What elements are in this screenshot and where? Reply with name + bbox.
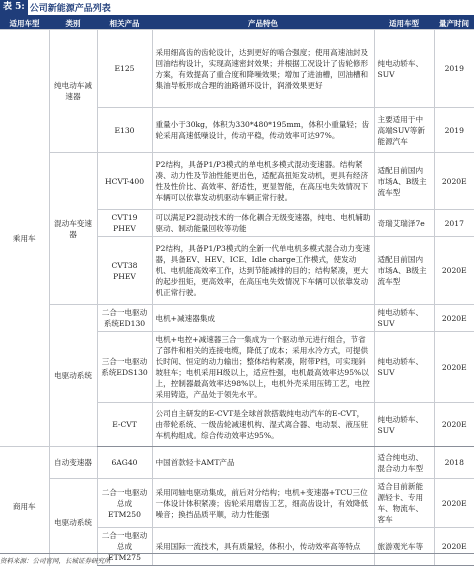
product-year: 2020E xyxy=(434,305,474,332)
product-vehicle-type: 奇瑞艾瑞泽7e xyxy=(374,210,434,237)
table-number: 表 5: xyxy=(0,0,28,15)
product-year: 2020E xyxy=(434,332,474,403)
product-name: 二合一电驱动系统ED130 xyxy=(97,305,152,332)
table-caption xyxy=(0,0,474,17)
product-year: 2020E xyxy=(434,403,474,447)
header-row xyxy=(0,17,474,30)
table-row xyxy=(0,305,474,332)
product-feature: 采用国际一流技术，具有质量轻，体积小，传动效率高等特点 xyxy=(152,528,374,566)
product-vehicle-type: 纯电动轿车、SUV xyxy=(374,332,434,403)
product-vehicle-type: 纯电动轿车、SUV xyxy=(374,403,434,447)
product-name: HCVT-400 xyxy=(97,153,152,210)
product-vehicle-type: 旅游观光车等 xyxy=(374,528,434,566)
product-vehicle-type: 纯电动轿车、SUV xyxy=(374,305,434,332)
product-name: 6AG40 xyxy=(97,447,152,479)
table-title: 公司新能源产品列表 xyxy=(29,4,111,14)
vehicle-group-label: 商用车 xyxy=(0,447,49,566)
table-row xyxy=(0,30,474,108)
product-year: 2020E xyxy=(434,479,474,528)
product-year: 2017 xyxy=(434,210,474,237)
category-label: 混动车变速器 xyxy=(49,153,97,305)
product-name: CVT19 PHEV xyxy=(97,210,152,237)
product-feature: 公司自主研发的E-CVT是全球首款搭载纯电动汽车的E-CVT，由带轮系统、一级齿轮减速机构、湿式离合器、电动泵、液压驻车机构组成。综合传动效率达95%。 xyxy=(152,403,374,447)
table-row xyxy=(0,153,474,210)
product-vehicle-type: 适配目前国内市场A、B级主流车型 xyxy=(374,153,434,210)
product-vehicle-type: 适配目前国内市场A、B级主流车型 xyxy=(374,237,434,305)
product-name: 二合一电驱动总成ETM250 xyxy=(97,479,152,528)
product-name: E130 xyxy=(97,108,152,153)
product-name: 二合一电驱动总成ETM275 xyxy=(97,528,152,566)
product-table xyxy=(0,17,474,566)
product-vehicle-type: 纯电动轿车、SUV xyxy=(374,30,434,108)
header-category: 类别 xyxy=(49,17,97,30)
product-feature: 采用细高齿的齿轮设计，达到更好的啮合强度；使用高速油封及回油结构设计，实现高速密封效果；并根据工况设计了齿轮修形方案，有效提高了重合度和降噪效果；增加了进油槽，回油槽和集油导板形成合理的油路循环设计，润滑效果更好 xyxy=(152,30,374,108)
product-name: E-CVT xyxy=(97,403,152,447)
category-label: 纯电动车减速器 xyxy=(49,30,97,153)
source-note: 资料来源：公司官网，长城证券研究所 xyxy=(0,553,474,565)
header-feature: 产品特色 xyxy=(152,17,374,30)
product-name: 三合一电驱动系统EDS130 xyxy=(97,332,152,403)
category-label: 电驱动系统 xyxy=(49,479,97,566)
product-year: 2020E xyxy=(434,153,474,210)
product-feature: 中国首款轻卡AMT产品 xyxy=(152,447,374,479)
product-feature: P2结构，具备P1/P3模式的全新一代单电机多模式混合动力变速器，具备EV、HEV、ICE、Idle charge工作模式，使发动机、电机能高效率工作，达到节能减排的目的；结构紧凑，更大的起步扭矩，更高效率，在高压电失效情况下车辆可以依靠发动机正常行驶。 xyxy=(152,237,374,305)
product-vehicle-type: 主要适用于中高端SUV等新能源汽车 xyxy=(374,108,434,153)
product-year: 2019 xyxy=(434,108,474,153)
header-vehicle-type: 适用车型 xyxy=(374,17,434,30)
product-feature: 采用同轴电驱动集成，前后对分结构；电机+变速器+TCU三位一体设计体积紧凑；齿轮采用磨齿工艺，细高齿设计，有效降低噪音；换挡品质平顺，动力性能强 xyxy=(152,479,374,528)
vehicle-group-label: 乘用车 xyxy=(0,30,49,447)
product-year: 2020E xyxy=(434,528,474,566)
header-year: 量产时间 xyxy=(434,17,474,30)
product-feature: P2结构，具备P1/P3模式的单电机多模式混动变速器。结构紧凑、动力性及节油性能更出色，适配高扭矩发动机，更具有经济性及性价比、高效率、舒适性，更显智能，在高压电失效情况下车辆可以依靠发动机驱动车辆正常行驶。 xyxy=(152,153,374,210)
header-product: 相关产品 xyxy=(97,17,152,30)
product-feature: 电机+减速器集成 xyxy=(152,305,374,332)
product-feature: 电机+电控+减速器三合一集成为一个驱动单元进行组合，节省了部件和相关的连接电缆，降低了成本；采用水冷方式，可提供长时间、恒定的动力输出；整体结构紧凑，附带P档，可实现斜坡驻车；电机采用H级以上，适应性强，电机最高效率达95%以上，控制器最高效率达98%以上，电机外壳采用压铸工艺，电控采用铸造，产品处于领先水平。 xyxy=(152,332,374,403)
product-vehicle-type: 适合纯电动、混合动力车型 xyxy=(374,447,434,479)
category-label: 电驱动系统 xyxy=(49,305,97,447)
table-row xyxy=(0,479,474,528)
product-year: 2018 xyxy=(434,447,474,479)
product-name: E125 xyxy=(97,30,152,108)
product-year: 2019 xyxy=(434,30,474,108)
header-vehicle: 适用车型 xyxy=(0,17,49,30)
product-feature: 重量小于30kg，体积为330*480*195mm，体积小重量轻；齿轮采用高速低噪设计，传动平稳，传动效率可达97%。 xyxy=(152,108,374,153)
category-label: 自动变速器 xyxy=(49,447,97,479)
product-feature: 可以满足P2混动技术的一体化耦合无级变速器，纯电、电机辅助驱动、制动能量回收等功能 xyxy=(152,210,374,237)
table-row xyxy=(0,447,474,479)
product-vehicle-type: 适合目前新能源轻卡、专用车、物流车、客车 xyxy=(374,479,434,528)
product-year: 2020E xyxy=(434,237,474,305)
product-name: CVT38 PHEV xyxy=(97,237,152,305)
